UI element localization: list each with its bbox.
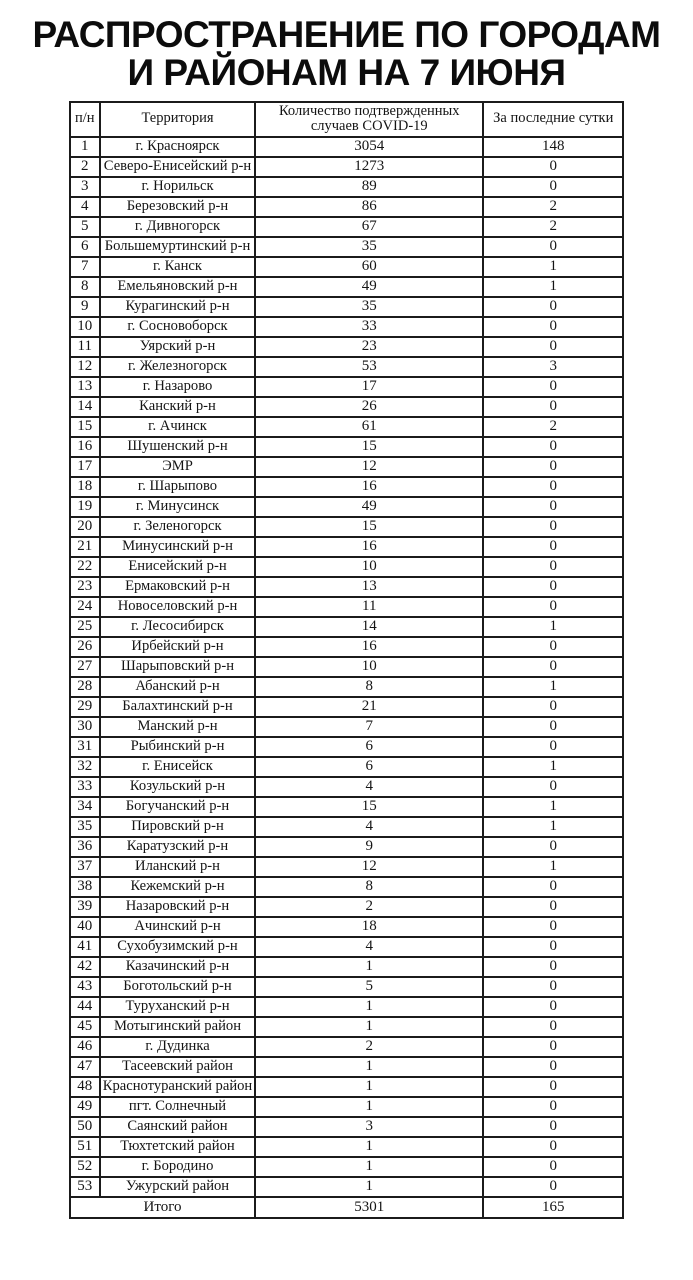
daily-cell: 0 [483,917,623,937]
table-row [70,337,624,357]
cases-cell: 86 [255,197,483,217]
table-row [70,1117,624,1137]
table-row [70,697,624,717]
cases-cell: 1 [255,1057,483,1077]
table-row [70,457,624,477]
col-header-index: п/н [70,102,100,137]
row-index: 15 [70,417,100,437]
cases-cell: 49 [255,277,483,297]
row-index: 29 [70,697,100,717]
table-row [70,1097,624,1117]
row-index: 8 [70,277,100,297]
daily-cell: 1 [483,277,623,297]
table-row [70,1137,624,1157]
daily-cell: 0 [483,977,623,997]
territory-cell: г. Назарово [100,377,256,397]
table-row [70,1177,624,1197]
table-row [70,817,624,837]
row-index: 13 [70,377,100,397]
daily-cell: 0 [483,637,623,657]
cases-cell: 49 [255,497,483,517]
territory-cell: г. Зеленогорск [100,517,256,537]
cases-cell: 3 [255,1117,483,1137]
cases-cell: 1 [255,1077,483,1097]
row-index: 12 [70,357,100,377]
cases-cell: 1 [255,957,483,977]
row-index: 21 [70,537,100,557]
table-row [70,1017,624,1037]
cases-cell: 1 [255,1137,483,1157]
table-row [70,1037,624,1057]
territory-cell: Каратузский р-н [100,837,256,857]
territory-cell: Назаровский р-н [100,897,256,917]
table-row [70,957,624,977]
table-row [70,637,624,657]
row-index: 18 [70,477,100,497]
table-row [70,877,624,897]
row-index: 30 [70,717,100,737]
row-index: 48 [70,1077,100,1097]
territory-cell: Абанский р-н [100,677,256,697]
cases-cell: 21 [255,697,483,717]
row-index: 33 [70,777,100,797]
row-index: 36 [70,837,100,857]
territory-cell: г. Канск [100,257,256,277]
row-index: 22 [70,557,100,577]
cases-cell: 2 [255,897,483,917]
territory-cell: Северо-Енисейский р-н [100,157,256,177]
table-row [70,577,624,597]
table-row [70,157,624,177]
daily-cell: 0 [483,337,623,357]
daily-cell: 0 [483,1117,623,1137]
row-index: 14 [70,397,100,417]
row-index: 46 [70,1037,100,1057]
daily-cell: 0 [483,777,623,797]
territory-cell: Енисейский р-н [100,557,256,577]
daily-cell: 2 [483,217,623,237]
row-index: 4 [70,197,100,217]
territory-cell: Саянский район [100,1117,256,1137]
daily-cell: 0 [483,1157,623,1177]
cases-cell: 5 [255,977,483,997]
cases-cell: 4 [255,937,483,957]
daily-cell: 0 [483,297,623,317]
row-index: 32 [70,757,100,777]
table-row [70,657,624,677]
covid-distribution-table [69,101,625,1219]
cases-cell: 10 [255,557,483,577]
row-index: 49 [70,1097,100,1117]
table-row [70,557,624,577]
territory-cell: Мотыгинский район [100,1017,256,1037]
territory-cell: Тюхтетский район [100,1137,256,1157]
daily-cell: 0 [483,157,623,177]
territory-cell: г. Дивногорск [100,217,256,237]
cases-cell: 4 [255,777,483,797]
territory-cell: г. Железногорск [100,357,256,377]
col-header-daily: За последние сутки [483,102,623,137]
table-row [70,497,624,517]
daily-cell: 0 [483,457,623,477]
cases-cell: 35 [255,297,483,317]
daily-cell: 1 [483,757,623,777]
table-row [70,197,624,217]
cases-cell: 1 [255,997,483,1017]
cases-cell: 89 [255,177,483,197]
cases-cell: 12 [255,857,483,877]
table-row [70,277,624,297]
row-index: 50 [70,1117,100,1137]
row-index: 16 [70,437,100,457]
territory-cell: Иланский р-н [100,857,256,877]
row-index: 37 [70,857,100,877]
cases-cell: 60 [255,257,483,277]
daily-cell: 0 [483,937,623,957]
territory-cell: Ирбейский р-н [100,637,256,657]
daily-cell: 1 [483,257,623,277]
territory-cell: Большемуртинский р-н [100,237,256,257]
daily-cell: 0 [483,237,623,257]
row-index: 2 [70,157,100,177]
territory-cell: Казачинский р-н [100,957,256,977]
territory-cell: Уярский р-н [100,337,256,357]
territory-cell: г. Красноярск [100,137,256,157]
territory-cell: г. Норильск [100,177,256,197]
daily-cell: 0 [483,657,623,677]
table-row [70,797,624,817]
territory-cell: г. Лесосибирск [100,617,256,637]
col-header-cases: Количество подтвержденных случаев COVID-19 [255,102,483,137]
table-row [70,257,624,277]
cases-cell: 1 [255,1017,483,1037]
cases-cell: 61 [255,417,483,437]
total-daily: 165 [483,1197,623,1218]
territory-cell: Краснотуранский район [100,1077,256,1097]
table-row [70,477,624,497]
territory-cell: Березовский р-н [100,197,256,217]
daily-cell: 0 [483,577,623,597]
daily-cell: 2 [483,197,623,217]
daily-cell: 3 [483,357,623,377]
territory-cell: пгт. Солнечный [100,1097,256,1117]
territory-cell: Ачинский р-н [100,917,256,937]
cases-cell: 4 [255,817,483,837]
territory-cell: Сухобузимский р-н [100,937,256,957]
row-index: 10 [70,317,100,337]
cases-cell: 53 [255,357,483,377]
row-index: 5 [70,217,100,237]
row-index: 25 [70,617,100,637]
row-index: 27 [70,657,100,677]
row-index: 23 [70,577,100,597]
table-row [70,517,624,537]
table-row [70,777,624,797]
cases-cell: 15 [255,797,483,817]
cases-cell: 1 [255,1097,483,1117]
table-row [70,977,624,997]
table-row [70,297,624,317]
territory-cell: г. Сосновоборск [100,317,256,337]
daily-cell: 0 [483,1077,623,1097]
table-row [70,837,624,857]
cases-cell: 17 [255,377,483,397]
territory-cell: Рыбинский р-н [100,737,256,757]
table-row [70,917,624,937]
row-index: 51 [70,1137,100,1157]
table-row [70,757,624,777]
territory-cell: Боготольский р-н [100,977,256,997]
row-index: 34 [70,797,100,817]
daily-cell: 0 [483,1017,623,1037]
territory-cell: г. Дудинка [100,1037,256,1057]
territory-cell: Кежемский р-н [100,877,256,897]
daily-cell: 0 [483,557,623,577]
table-row [70,377,624,397]
cases-cell: 8 [255,877,483,897]
territory-cell: Тасеевский район [100,1057,256,1077]
territory-cell: г. Бородино [100,1157,256,1177]
daily-cell: 148 [483,137,623,157]
daily-cell: 0 [483,1177,623,1197]
daily-cell: 2 [483,417,623,437]
table-row [70,397,624,417]
territory-cell: г. Минусинск [100,497,256,517]
table-body [70,137,624,1197]
row-index: 53 [70,1177,100,1197]
daily-cell: 0 [483,997,623,1017]
page-title-line1: РАСПРОСТРАНЕНИЕ ПО ГОРОДАМ [32,14,661,55]
daily-cell: 0 [483,897,623,917]
table-row [70,737,624,757]
row-index: 11 [70,337,100,357]
cases-cell: 16 [255,477,483,497]
cases-cell: 9 [255,837,483,857]
cases-cell: 18 [255,917,483,937]
table-row [70,677,624,697]
row-index: 17 [70,457,100,477]
daily-cell: 0 [483,397,623,417]
page-title-line2: И РАЙОНАМ НА 7 ИЮНЯ [127,52,566,94]
table-row [70,357,624,377]
table-row [70,1057,624,1077]
row-index: 1 [70,137,100,157]
daily-cell: 0 [483,477,623,497]
table-row [70,177,624,197]
cases-cell: 15 [255,517,483,537]
total-label: Итого [70,1197,256,1218]
row-index: 31 [70,737,100,757]
daily-cell: 0 [483,497,623,517]
cases-cell: 16 [255,537,483,557]
row-index: 9 [70,297,100,317]
cases-cell: 10 [255,657,483,677]
table-row [70,137,624,157]
row-index: 20 [70,517,100,537]
cases-cell: 2 [255,1037,483,1057]
territory-cell: Балахтинский р-н [100,697,256,717]
territory-cell: Ермаковский р-н [100,577,256,597]
cases-cell: 33 [255,317,483,337]
row-index: 41 [70,937,100,957]
daily-cell: 0 [483,957,623,977]
daily-cell: 0 [483,377,623,397]
daily-cell: 0 [483,697,623,717]
table-row [70,417,624,437]
territory-cell: Минусинский р-н [100,537,256,557]
row-index: 6 [70,237,100,257]
row-index: 43 [70,977,100,997]
daily-cell: 1 [483,797,623,817]
table-row [70,897,624,917]
cases-cell: 1 [255,1177,483,1197]
row-index: 26 [70,637,100,657]
cases-cell: 11 [255,597,483,617]
row-index: 24 [70,597,100,617]
cases-cell: 16 [255,637,483,657]
cases-cell: 12 [255,457,483,477]
header-row [70,102,624,137]
table-row [70,237,624,257]
row-index: 35 [70,817,100,837]
row-index: 40 [70,917,100,937]
page-title [0,16,693,93]
territory-cell: Козульский р-н [100,777,256,797]
territory-cell: г. Шарыпово [100,477,256,497]
daily-cell: 0 [483,877,623,897]
row-index: 52 [70,1157,100,1177]
table-row [70,937,624,957]
daily-cell: 0 [483,837,623,857]
cases-cell: 26 [255,397,483,417]
total-cases: 5301 [255,1197,483,1218]
table-row [70,217,624,237]
territory-cell: ЭМР [100,457,256,477]
table-row [70,317,624,337]
table-row [70,857,624,877]
daily-cell: 0 [483,517,623,537]
row-index: 19 [70,497,100,517]
cases-cell: 1 [255,1157,483,1177]
daily-cell: 0 [483,597,623,617]
cases-cell: 14 [255,617,483,637]
row-index: 42 [70,957,100,977]
cases-cell: 7 [255,717,483,737]
table-row [70,1077,624,1097]
cases-cell: 13 [255,577,483,597]
col-header-territory: Территория [100,102,256,137]
daily-cell: 0 [483,1057,623,1077]
row-index: 28 [70,677,100,697]
row-index: 45 [70,1017,100,1037]
territory-cell: Манский р-н [100,717,256,737]
daily-cell: 0 [483,317,623,337]
daily-cell: 0 [483,717,623,737]
table-row [70,537,624,557]
territory-cell: Курагинский р-н [100,297,256,317]
row-index: 44 [70,997,100,1017]
table-footer [70,1197,624,1218]
territory-cell: Канский р-н [100,397,256,417]
row-index: 47 [70,1057,100,1077]
daily-cell: 0 [483,437,623,457]
row-index: 3 [70,177,100,197]
territory-cell: Богучанский р-н [100,797,256,817]
daily-cell: 1 [483,857,623,877]
daily-cell: 1 [483,677,623,697]
territory-cell: Туруханский р-н [100,997,256,1017]
cases-cell: 23 [255,337,483,357]
territory-cell: Ужурский район [100,1177,256,1197]
territory-cell: Емельяновский р-н [100,277,256,297]
territory-cell: г. Ачинск [100,417,256,437]
daily-cell: 1 [483,817,623,837]
table-row [70,997,624,1017]
cases-cell: 3054 [255,137,483,157]
daily-cell: 0 [483,1137,623,1157]
daily-cell: 0 [483,537,623,557]
cases-cell: 15 [255,437,483,457]
cases-cell: 8 [255,677,483,697]
territory-cell: Пировский р-н [100,817,256,837]
table-row [70,437,624,457]
cases-cell: 6 [255,737,483,757]
total-row [70,1197,624,1218]
row-index: 38 [70,877,100,897]
cases-cell: 35 [255,237,483,257]
daily-cell: 0 [483,1097,623,1117]
cases-cell: 67 [255,217,483,237]
table-row [70,597,624,617]
row-index: 7 [70,257,100,277]
row-index: 39 [70,897,100,917]
cases-cell: 6 [255,757,483,777]
territory-cell: г. Енисейск [100,757,256,777]
table-header [70,102,624,137]
territory-cell: Шарыповский р-н [100,657,256,677]
daily-cell: 0 [483,737,623,757]
daily-cell: 1 [483,617,623,637]
table-row [70,717,624,737]
territory-cell: Шушенский р-н [100,437,256,457]
territory-cell: Новоселовский р-н [100,597,256,617]
daily-cell: 0 [483,177,623,197]
table-row [70,1157,624,1177]
daily-cell: 0 [483,1037,623,1057]
table-row [70,617,624,637]
cases-cell: 1273 [255,157,483,177]
